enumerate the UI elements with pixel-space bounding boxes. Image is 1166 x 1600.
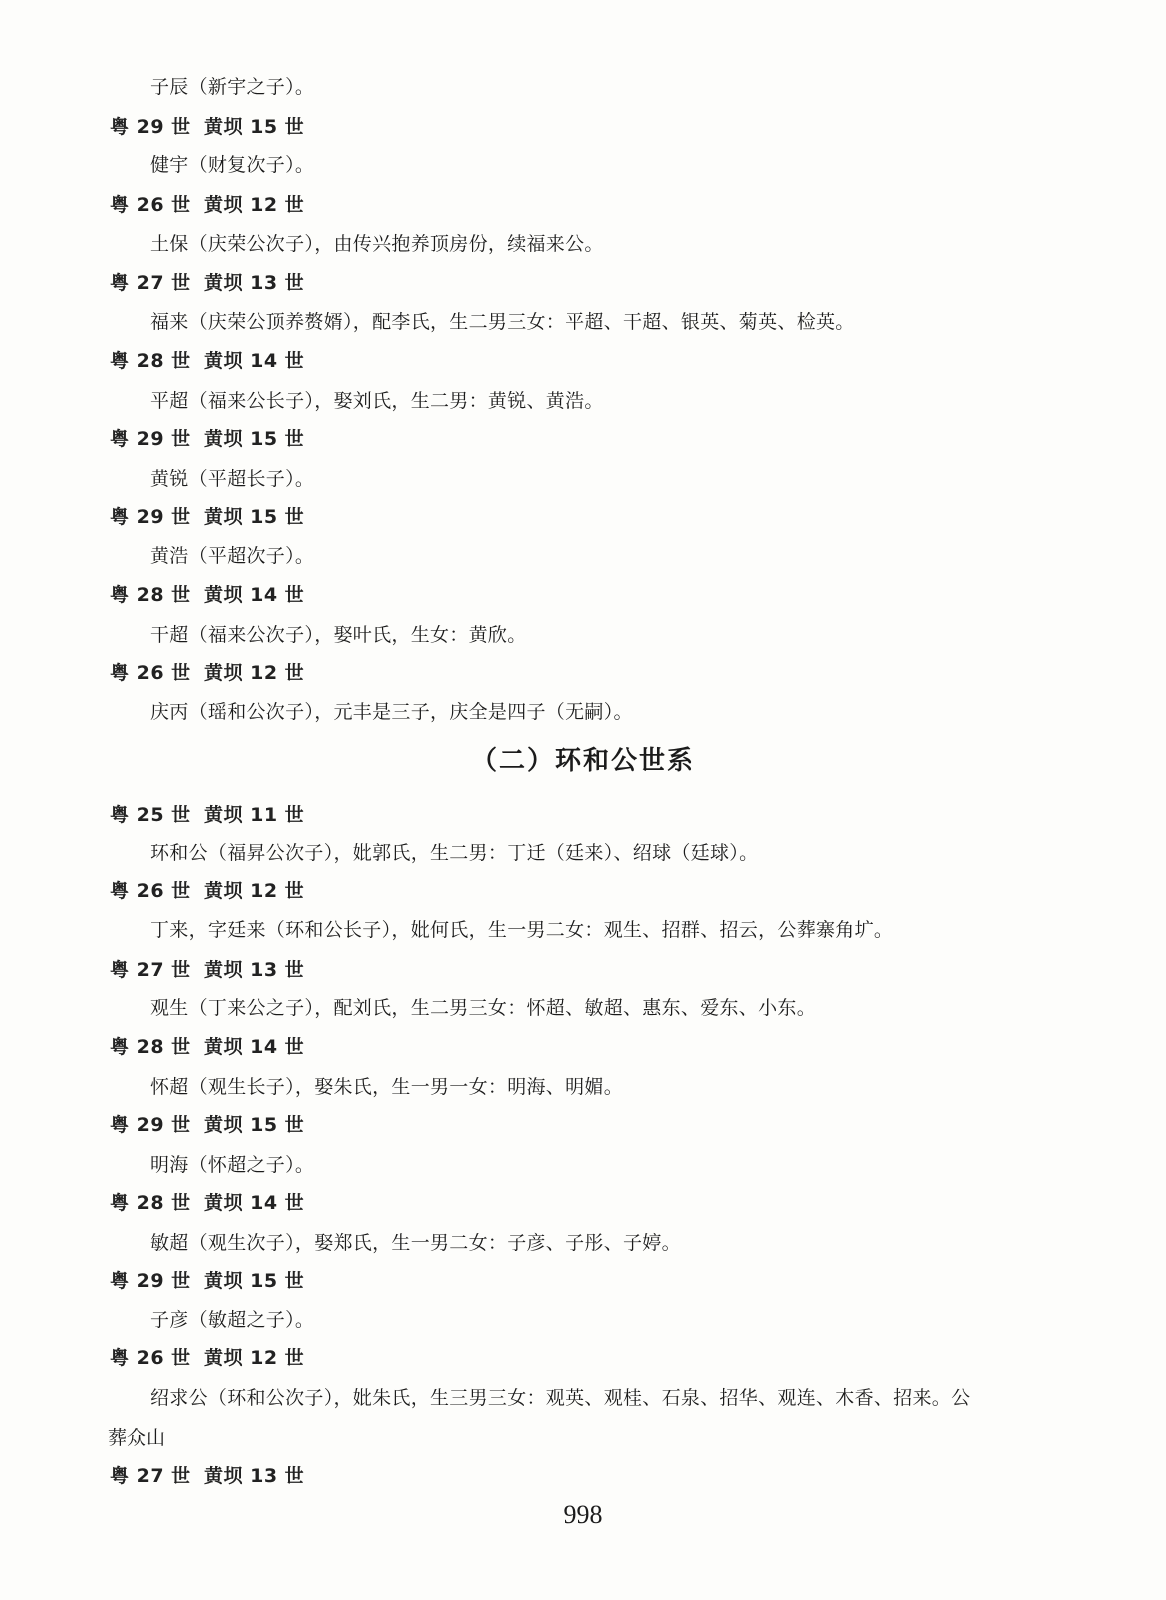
genealogy-entry [150,307,855,334]
genealogy-entry [150,150,314,177]
genealogy-entry [150,697,633,724]
entry-description: （瑶和公次子），元丰是三子，庆全是四子（无嗣）。 [188,701,633,723]
generation-heading [110,1343,304,1370]
entry-description: （庆荣公顶养赘婿），配李氏，生二男三女：平超、干超、银英、菊英、检英。 [188,311,855,333]
genealogy-entry [150,1072,623,1099]
person-name: 怀超 [150,1076,189,1098]
genealogy-entry [150,1305,314,1332]
entry-description: （平超长子）。 [188,468,315,490]
generation-yue: 粤 29 世 [110,506,191,528]
entry-description: （福来公次子），娶叶氏，生女：黄欣。 [188,624,527,646]
generation-huangba: 黄坝 12 世 [204,194,305,216]
generation-yue: 粤 28 世 [110,350,191,372]
genealogy-entry [150,464,314,491]
entry-description: （财复次子）。 [188,154,315,176]
entry-description: （新宇之子）。 [188,76,315,98]
generation-yue: 粤 29 世 [110,1270,191,1292]
person-name: 明海 [150,1154,189,1176]
generation-huangba: 黄坝 11 世 [204,804,305,826]
generation-yue: 粤 27 世 [110,959,191,981]
generation-heading [110,190,304,217]
generation-yue: 粤 29 世 [110,116,191,138]
generation-heading [110,955,304,982]
generation-heading [110,346,304,373]
generation-heading [110,1032,304,1059]
genealogy-entry [150,1383,970,1410]
generation-huangba: 黄坝 14 世 [204,584,305,606]
genealogy-entry [150,1150,314,1177]
genealogy-entry [150,229,604,256]
generation-huangba: 黄坝 15 世 [204,116,305,138]
person-name: 子彦 [150,1309,189,1331]
generation-huangba: 黄坝 15 世 [204,428,305,450]
generation-huangba: 黄坝 13 世 [204,272,305,294]
person-name: 黄锐 [150,468,189,490]
person-name: 观生 [150,997,189,1019]
section-title: （二）环和公世系 [470,746,695,776]
generation-huangba: 黄坝 12 世 [204,1347,305,1369]
genealogy-entry [150,386,604,413]
person-name: 黄浩 [150,545,189,567]
generation-yue: 粤 27 世 [110,272,191,294]
genealogy-entry [150,1228,681,1255]
generation-huangba: 黄坝 14 世 [204,350,305,372]
person-name: 平超 [150,390,189,412]
genealogy-entry [150,993,816,1020]
generation-heading [110,424,304,451]
generation-yue: 粤 27 世 [110,1465,191,1487]
person-name: 环和公 [150,842,208,864]
generation-yue: 粤 26 世 [110,1347,191,1369]
generation-huangba: 黄坝 13 世 [204,1465,305,1487]
generation-yue: 粤 28 世 [110,1036,191,1058]
person-name: 丁来 [150,919,189,941]
entry-description: （平超次子）。 [188,545,315,567]
generation-heading [110,502,304,529]
generation-huangba: 黄坝 12 世 [204,880,305,902]
person-name: 土保 [150,233,189,255]
generation-huangba: 黄坝 15 世 [204,1114,305,1136]
generation-heading [110,1188,304,1215]
genealogy-entry [150,541,314,568]
page-number: 998 [563,1500,603,1529]
entry-description: ，字廷来（环和公长子），妣何氏，生一男二女：观生、招群、招云，公葬寨角圹。 [188,919,894,941]
generation-yue: 粤 26 世 [110,662,191,684]
generation-heading [110,1461,304,1488]
generation-yue: 粤 29 世 [110,1114,191,1136]
generation-huangba: 黄坝 14 世 [204,1036,305,1058]
generation-yue: 粤 26 世 [110,194,191,216]
generation-heading [110,268,304,295]
genealogy-entry [150,915,893,942]
generation-huangba: 黄坝 13 世 [204,959,305,981]
entry-description: （观生长子），娶朱氏，生一男一女：明海、明媚。 [188,1076,624,1098]
generation-heading [110,580,304,607]
person-name: 干超 [150,624,189,646]
generation-yue: 粤 26 世 [110,880,191,902]
person-name: 健宇 [150,154,189,176]
entry-description: （福昇公次子），妣郭氏，生二男：丁迁（廷来）、绍球（廷球）。 [207,842,759,864]
entry-description: （丁来公之子），配刘氏，生二男三女：怀超、敏超、惠东、爱东、小东。 [188,997,817,1019]
generation-heading [110,800,304,827]
person-name: 敏超 [150,1232,189,1254]
generation-yue: 粤 25 世 [110,804,191,826]
entry-description: （福来公长子），娶刘氏，生二男：黄锐、黄浩。 [188,390,604,412]
person-name: 庆丙 [150,701,189,723]
entry-description: （观生次子），娶郑氏，生一男二女：子彦、子彤、子婷。 [188,1232,681,1254]
genealogy-entry [150,838,758,865]
person-name: 绍求公 [150,1387,208,1409]
generation-heading [110,1110,304,1137]
generation-huangba: 黄坝 12 世 [204,662,305,684]
generation-yue: 粤 29 世 [110,428,191,450]
entry-description: （环和公次子），妣朱氏，生三男三女：观英、观桂、石泉、招华、观连、木香、招来。公 [207,1387,971,1409]
genealogy-entry [150,72,314,99]
entry-description: （怀超之子）。 [188,1154,315,1176]
generation-heading [110,658,304,685]
entry-description: （敏超之子）。 [188,1309,315,1331]
generation-heading [110,1266,304,1293]
generation-yue: 粤 28 世 [110,1192,191,1214]
entry-continuation: 葬众山 [108,1427,166,1449]
generation-huangba: 黄坝 15 世 [204,506,305,528]
person-name: 福来 [150,311,189,333]
genealogy-entry [150,620,527,647]
generation-heading [110,876,304,903]
generation-huangba: 黄坝 14 世 [204,1192,305,1214]
generation-huangba: 黄坝 15 世 [204,1270,305,1292]
entry-description: （庆荣公次子），由传兴抱养顶房份，续福来公。 [188,233,604,255]
generation-heading [110,112,304,139]
person-name: 子辰 [150,76,189,98]
generation-yue: 粤 28 世 [110,584,191,606]
